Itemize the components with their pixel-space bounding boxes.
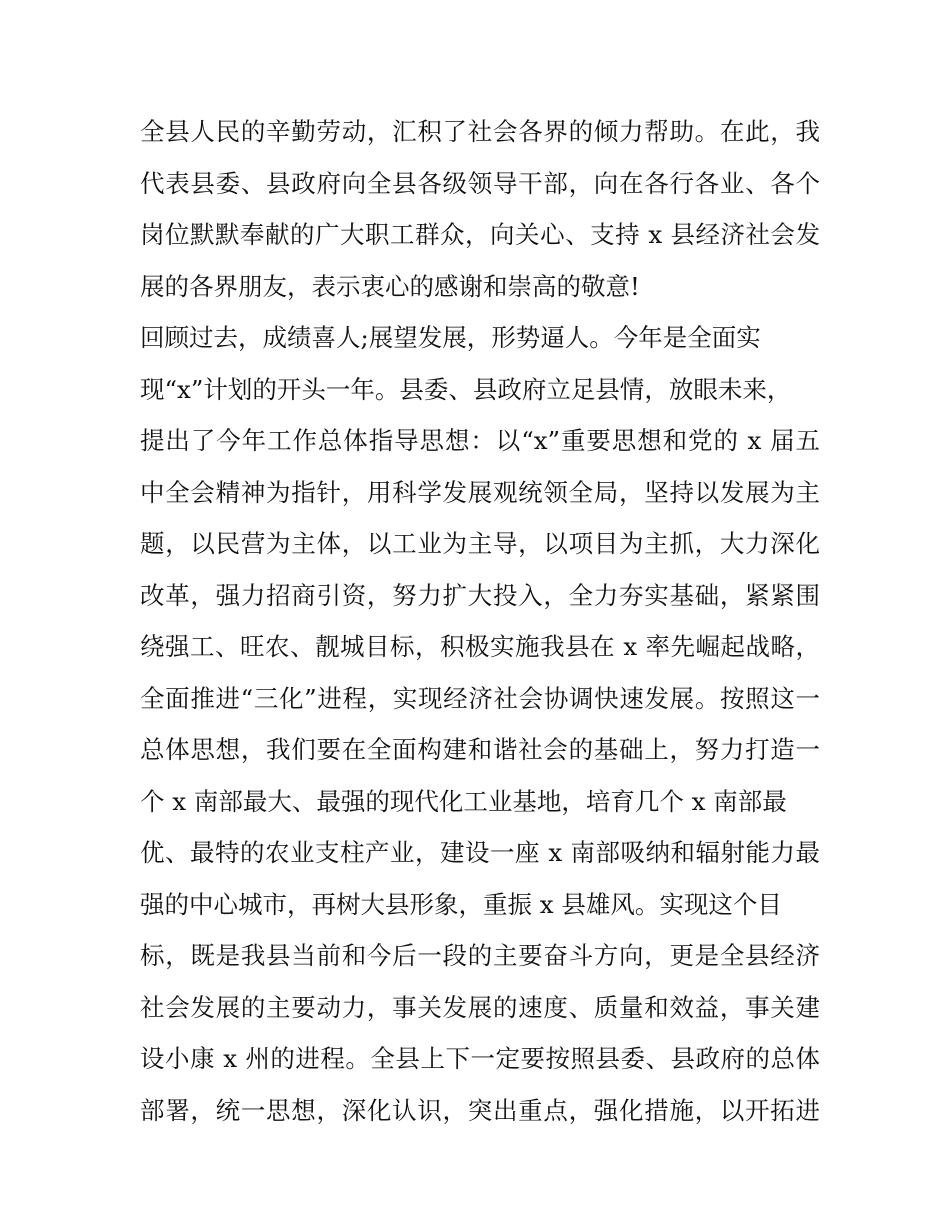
text-line-8: 中全会精神为指针，用科学发展观统领全局，坚持以发展为主 <box>140 477 820 507</box>
text-line-7: 提出了今年工作总体指导思想：以“x”重要思想和党的 x 届五 <box>140 426 820 455</box>
text-line-13: 总体思想，我们要在全面构建和谐社会的基础上，努力打造一 <box>140 735 820 764</box>
text-line-2: 代表县委、县政府向全县各级领导干部，向在各行各业、各个 <box>140 168 820 198</box>
text-line-9: 题，以民营为主体，以工业为主导，以项目为主抓，大力深化 <box>140 529 820 558</box>
text-line-18: 社会发展的主要动力，事关发展的速度、质量和效益，事关建 <box>140 992 820 1022</box>
text-line-17: 标，既是我县当前和今后一段的主要奋斗方向，更是全县经济 <box>140 941 820 970</box>
text-line-3: 岗位默默奉献的广大职工群众，向关心、支持 x 县经济社会发 <box>140 220 820 249</box>
text-line-20: 部署，统一思想，深化认识，突出重点，强化措施，以开拓进 <box>140 1095 820 1125</box>
text-line-1: 全县人民的辛勤劳动，汇积了社会各界的倾力帮助。在此，我 <box>140 117 820 146</box>
text-line-6: 现“x”计划的开头一年。县委、县政府立足县情，放眼未来， <box>140 374 792 404</box>
text-line-11: 绕强工、旺农、靓城目标，积极实施我县在 x 率先崛起战略， <box>140 632 820 661</box>
text-line-4: 展的各界朋友，表示衷心的感谢和崇高的敬意! <box>140 271 640 301</box>
text-line-19: 设小康 x 州的进程。全县上下一定要按照县委、县政府的总体 <box>140 1044 820 1073</box>
text-line-12: 全面推进“三化”进程，实现经济社会协调快速发展。按照这一 <box>140 683 820 713</box>
text-line-16: 强的中心城市，再树大县形象，重振 x 县雄风。实现这个目 <box>140 889 782 919</box>
body-text <box>140 106 820 1136</box>
text-line-5: 回顾过去，成绩喜人;展望发展，形势逼人。今年是全面实 <box>140 323 761 352</box>
text-line-15: 优、最特的农业支柱产业，建设一座 x 南部吸纳和辐射能力最 <box>140 838 820 867</box>
text-line-10: 改革，强力招商引资，努力扩大投入，全力夯实基础，紧紧围 <box>140 580 820 610</box>
text-line-14: 个 x 南部最大、最强的现代化工业基地，培育几个 x 南部最 <box>140 786 787 816</box>
